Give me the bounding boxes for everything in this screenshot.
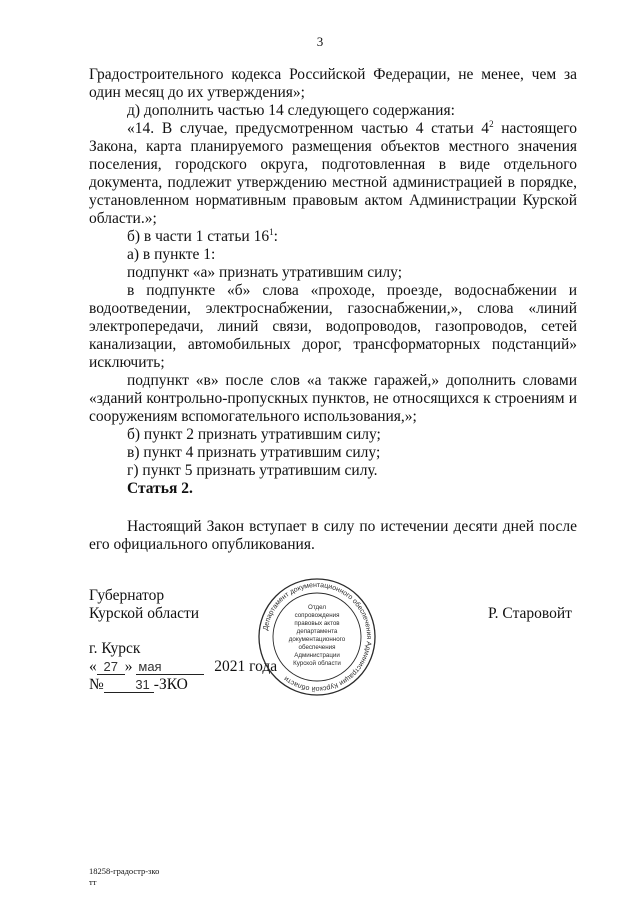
paragraph: в подпункте «б» слова «проходе, проезде, водоснабжении и водоотведении, электроснабжении, газоснабжении,», слова «линий электропередачи, линий связи, водопроводов, газопроводов, сетей канализации, автомобильных дорог, трансформаторных подстанций» исключить; (89, 282, 577, 371)
paragraph: г) пункт 5 признать утратившим силу. (127, 462, 378, 479)
signatory-title-line: Губернатор (89, 587, 165, 604)
stamp-center-text: сопровождения (294, 612, 340, 619)
date-quote: « (89, 658, 97, 675)
article-text: Настоящий Закон вступает в силу по истечении десяти дней после его официального опубликования. (89, 518, 577, 553)
superscript: 2 (489, 119, 494, 129)
signatory-title (89, 587, 199, 623)
paragraph: д) дополнить частью 14 следующего содержания: (127, 102, 455, 119)
paragraph: в) пункт 4 признать утратившим силу; (127, 444, 381, 461)
document-body (89, 66, 577, 554)
footer-line: тт (89, 877, 97, 887)
stamp-center-text: документационного (288, 636, 346, 643)
date-quote: » (124, 658, 133, 675)
paragraph: б) пункт 2 признать утратившим силу; (127, 426, 381, 443)
stamp-seal (256, 576, 378, 698)
stamp-center-text: обеспечения (298, 644, 336, 651)
signatory-title-line: Курской области (89, 605, 200, 622)
paragraph (89, 228, 577, 246)
stamp-center-text: правовых актов (294, 620, 340, 627)
paragraph-text: «14. В случае, предусмотренном частью 4 статьи 4 (127, 120, 490, 137)
article-heading: Статья 2. (127, 480, 193, 497)
footer-line: 18258-градостр-зко (89, 866, 160, 876)
paragraph: а) в пункте 1: (127, 246, 216, 263)
stamp-center-text: Курской области (293, 660, 341, 667)
page-number: 3 (316, 34, 324, 49)
paragraph: подпункт «в» после слов «а также гаражей,» дополнить словами «зданий контрольно-пропускных пунктов, не относящихся к строениям и сооружениям вспомогательного использования,»; (89, 372, 577, 425)
stamp-center-text: департамента (296, 628, 338, 635)
footer-code (89, 866, 159, 888)
date-month: мая (136, 660, 204, 675)
number-value: 31 (104, 678, 154, 693)
paragraph (89, 120, 577, 228)
superscript: 1 (269, 227, 274, 237)
number-prefix: № (89, 676, 104, 693)
number-line (89, 676, 188, 694)
stamp-center-text: Отдел (308, 604, 326, 611)
date-line (89, 658, 277, 676)
stamp-center-text: Администрации (294, 652, 340, 659)
date-day: 27 (97, 660, 125, 675)
paragraph: подпункт «а» признать утратившим силу; (127, 264, 403, 281)
number-suffix: -ЗКО (153, 676, 188, 693)
place: г. Курск (89, 640, 141, 657)
stamp-ring-text: Департамент документационного обеспечения Администрации Курской области (262, 581, 373, 693)
date-year: 2021 года (214, 658, 278, 675)
paragraph-text: : (273, 228, 278, 245)
paragraph: Градостроительного кодекса Российской Федерации, не менее, чем за один месяц до их утверждения»; (89, 66, 577, 101)
paragraph-text: б) в части 1 статьи 16 (127, 228, 270, 245)
paragraph-text: настоящего Закона, карта планируемого размещения объектов местного значения поселения, городского округа, подготовленная в виде отдельного документа, подлежит утверждению местной администрацией в порядке, установленном нормативным правовым актом Администрации Курской области.»; (89, 120, 577, 227)
signatory-name: Р. Старовойт (488, 605, 572, 622)
